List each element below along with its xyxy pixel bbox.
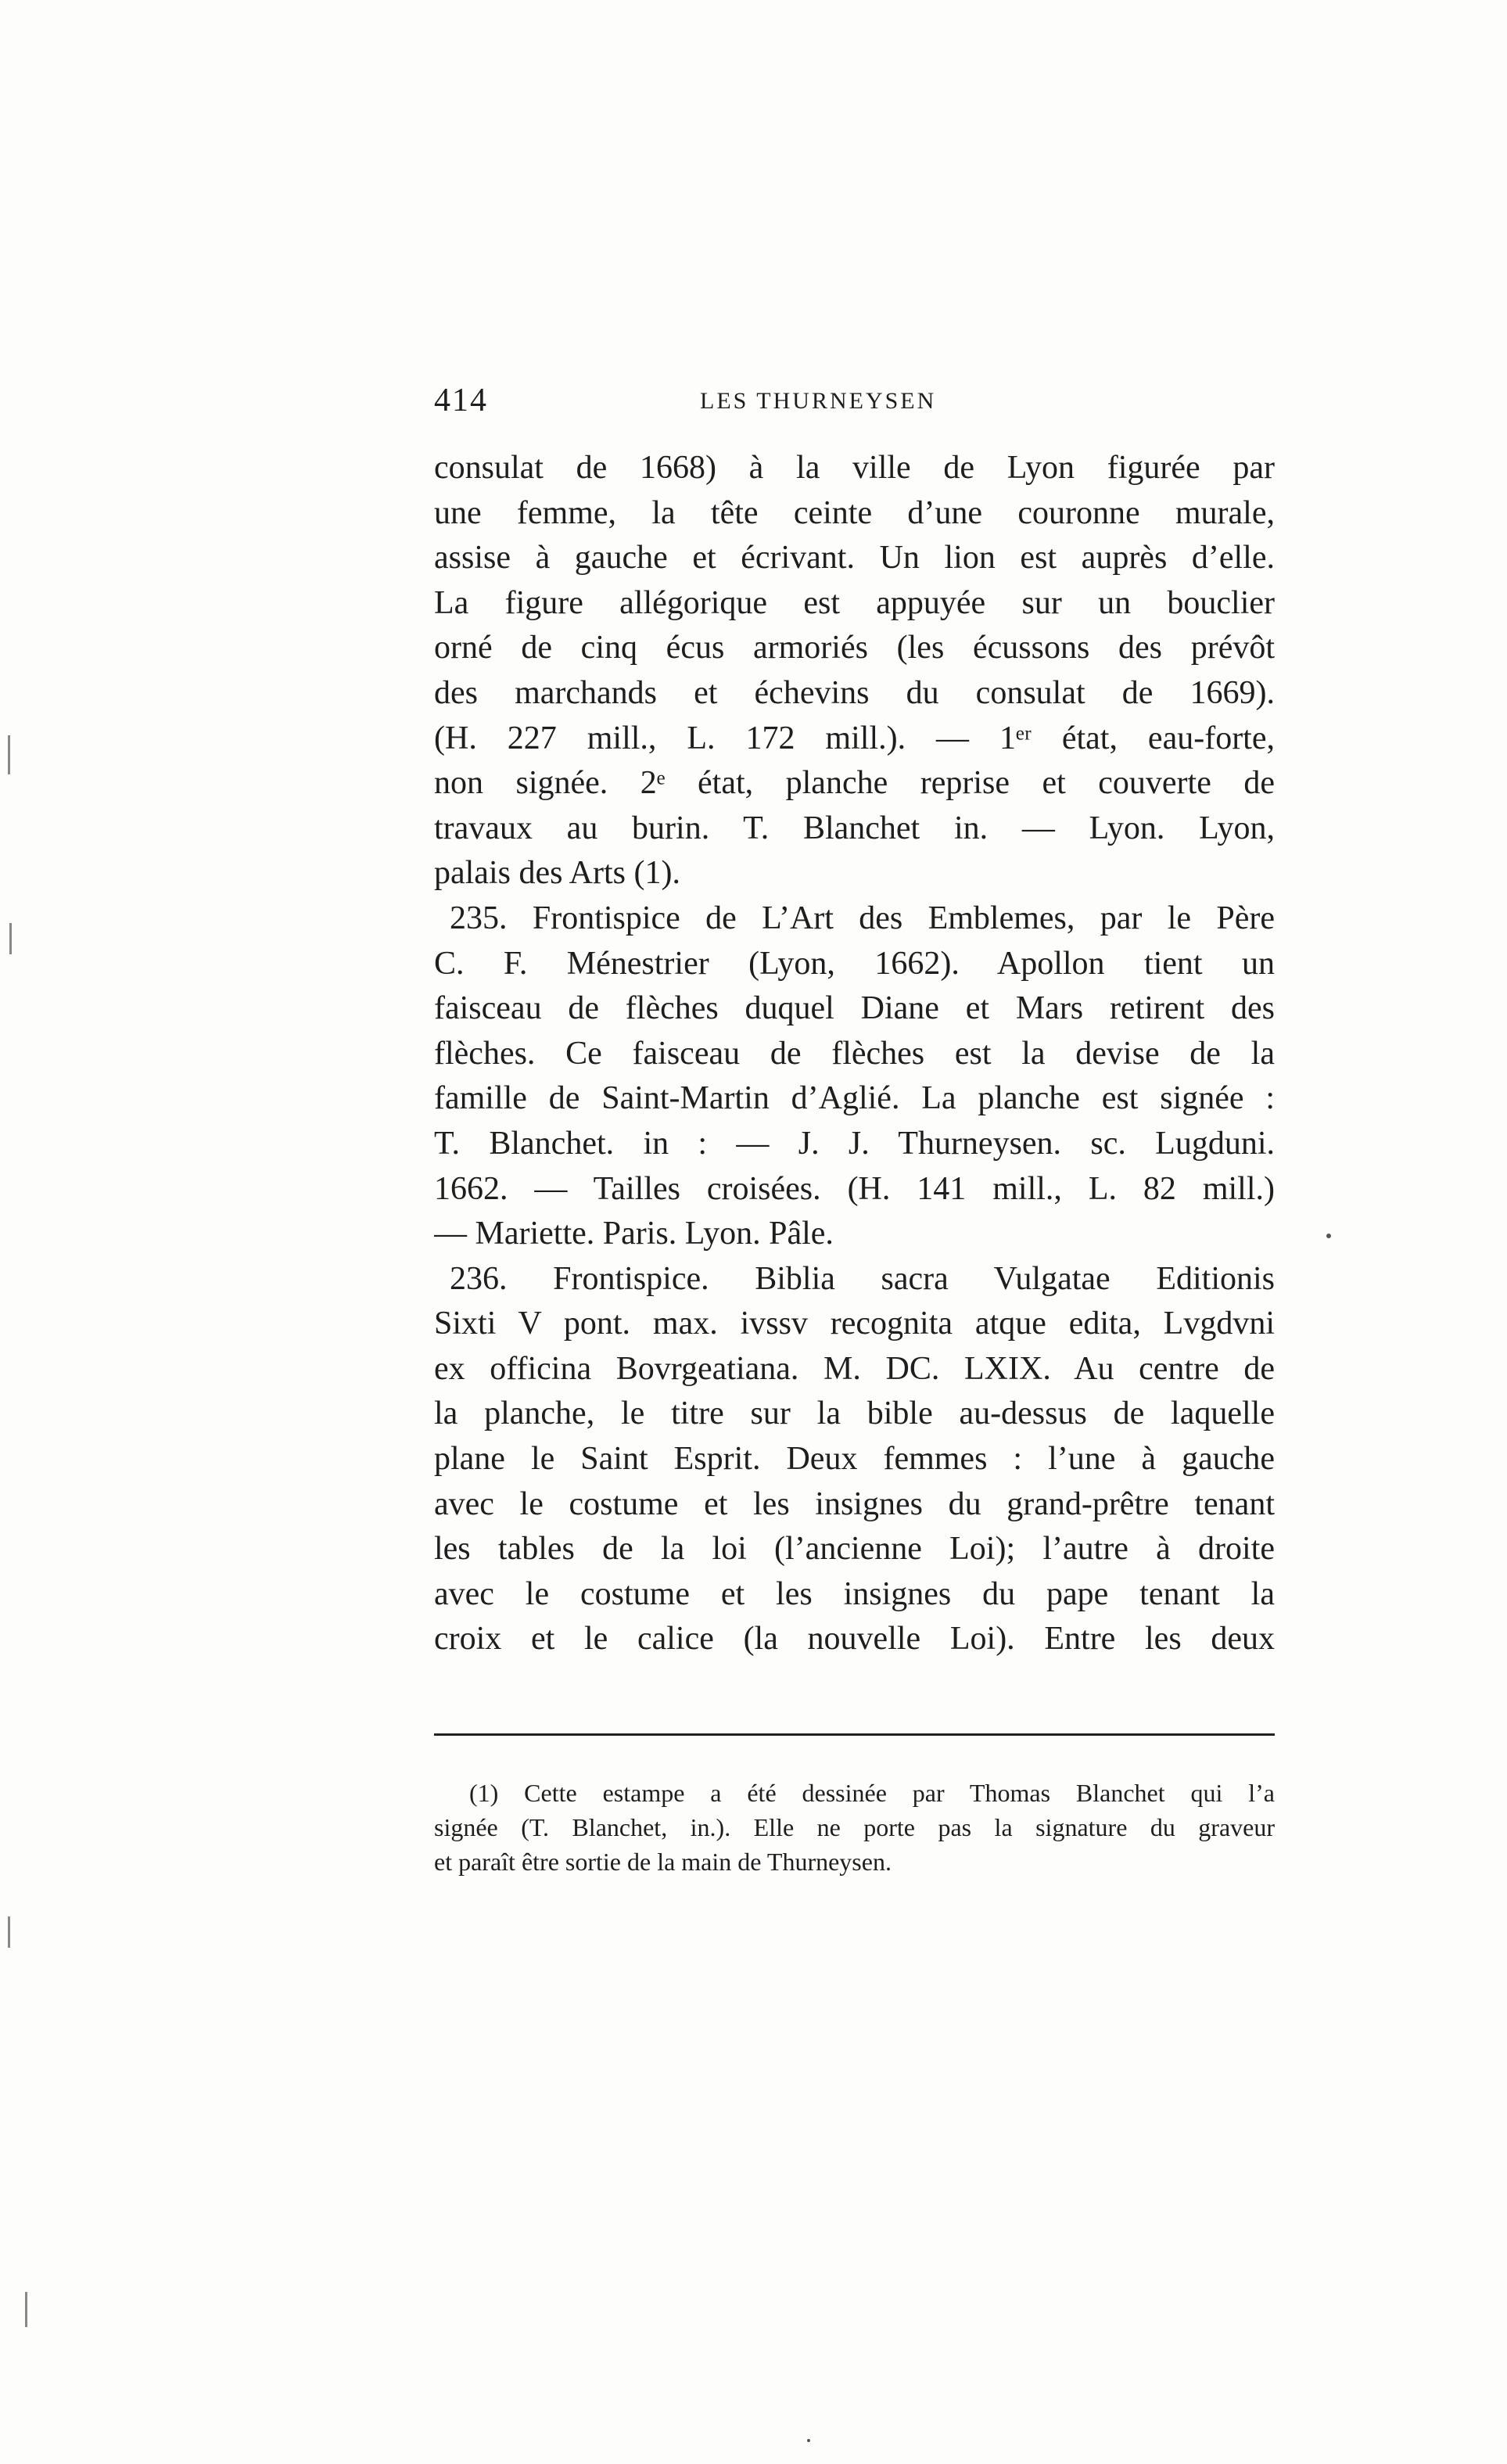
body-line: la planche, le titre sur la bible au-dessus de laquelle <box>434 1395 1275 1432</box>
body-line: flèches. Ce faisceau de flèches est la devise de la <box>434 1035 1275 1072</box>
footnote-line: (1) Cette estampe a été dessinée par Thomas Blanchet qui l’a <box>469 1779 1275 1807</box>
body-line: assise à gauche et écrivant. Un lion est auprès d’elle. <box>434 540 1275 576</box>
footnote-line: et paraît être sortie de la main de Thurneysen. <box>434 1848 892 1876</box>
footnote-line: signée (T. Blanchet, in.). Elle ne porte pas la signature du graveur <box>434 1813 1275 1841</box>
body-line: ex officina Bovrgeatiana. M. DC. LXIX. Au centre de <box>434 1350 1275 1387</box>
body-line: 1662. — Tailles croisées. (H. 141 mill., L. 82 mill.) <box>434 1170 1275 1207</box>
body-line: 236. Frontispice. Biblia sacra Vulgatae Editionis <box>450 1260 1275 1297</box>
body-line: non signée. 2ᵉ état, planche reprise et couverte de <box>434 765 1275 802</box>
body-line: Sixti V pont. max. ivssv recognita atque edita, Lvgdvni <box>434 1306 1275 1342</box>
body-line: La figure allégorique est appuyée sur un bouclier <box>434 584 1275 621</box>
body-line: des marchands et échevins du consulat de 1669). <box>434 674 1275 711</box>
body-line: plane le Saint Esprit. Deux femmes : l’une à gauche <box>434 1441 1275 1478</box>
body-line: avec le costume et les insignes du grand-prêtre tenant <box>434 1485 1275 1522</box>
scan-margin-mark <box>9 923 12 954</box>
body-line: faisceau de flèches duquel Diane et Mars retirent des <box>434 990 1275 1027</box>
scan-margin-mark <box>8 735 10 774</box>
body-line: T. Blanchet. in : — J. J. Thurneysen. sc. Lugduni. <box>434 1125 1275 1162</box>
scan-margin-mark <box>25 2292 27 2327</box>
footnote-rule <box>434 1733 1275 1736</box>
body-line: avec le costume et les insignes du pape tenant la <box>434 1575 1275 1612</box>
body-line: orné de cinq écus armoriés (les écussons des prévôt <box>434 630 1275 666</box>
scan-speck <box>1326 1234 1331 1238</box>
body-line: travaux au burin. T. Blanchet in. — Lyon. Lyon, <box>434 810 1275 846</box>
body-line: les tables de la loi (l’ancienne Loi); l’autre à droite <box>434 1531 1275 1568</box>
body-line: croix et le calice (la nouvelle Loi). Entre les deux <box>434 1621 1275 1658</box>
body-line: une femme, la tête ceinte d’une couronne murale, <box>434 494 1275 531</box>
body-line: consulat de 1668) à la ville de Lyon figurée par <box>434 450 1275 486</box>
footnotes <box>434 1776 1275 1879</box>
running-title: LES THURNEYSEN <box>700 388 937 414</box>
body-line: C. F. Ménestrier (Lyon, 1662). Apollon tient un <box>434 945 1275 982</box>
page-header <box>434 382 1279 421</box>
page-number: 414 <box>434 383 488 418</box>
body-line: palais des Arts (1). <box>434 855 680 892</box>
body-line: famille de Saint-Martin d’Aglié. La planche est signée : <box>434 1080 1275 1117</box>
body-line: — Mariette. Paris. Lyon. Pâle. <box>434 1216 834 1252</box>
body-text <box>434 446 1275 1662</box>
scan-margin-mark <box>8 1916 10 1948</box>
body-line: 235. Frontispice de L’Art des Emblemes, par le Père <box>450 900 1275 936</box>
scan-speck <box>807 2439 810 2442</box>
body-line: (H. 227 mill., L. 172 mill.). — 1ᵉʳ état, eau-forte, <box>434 720 1275 756</box>
